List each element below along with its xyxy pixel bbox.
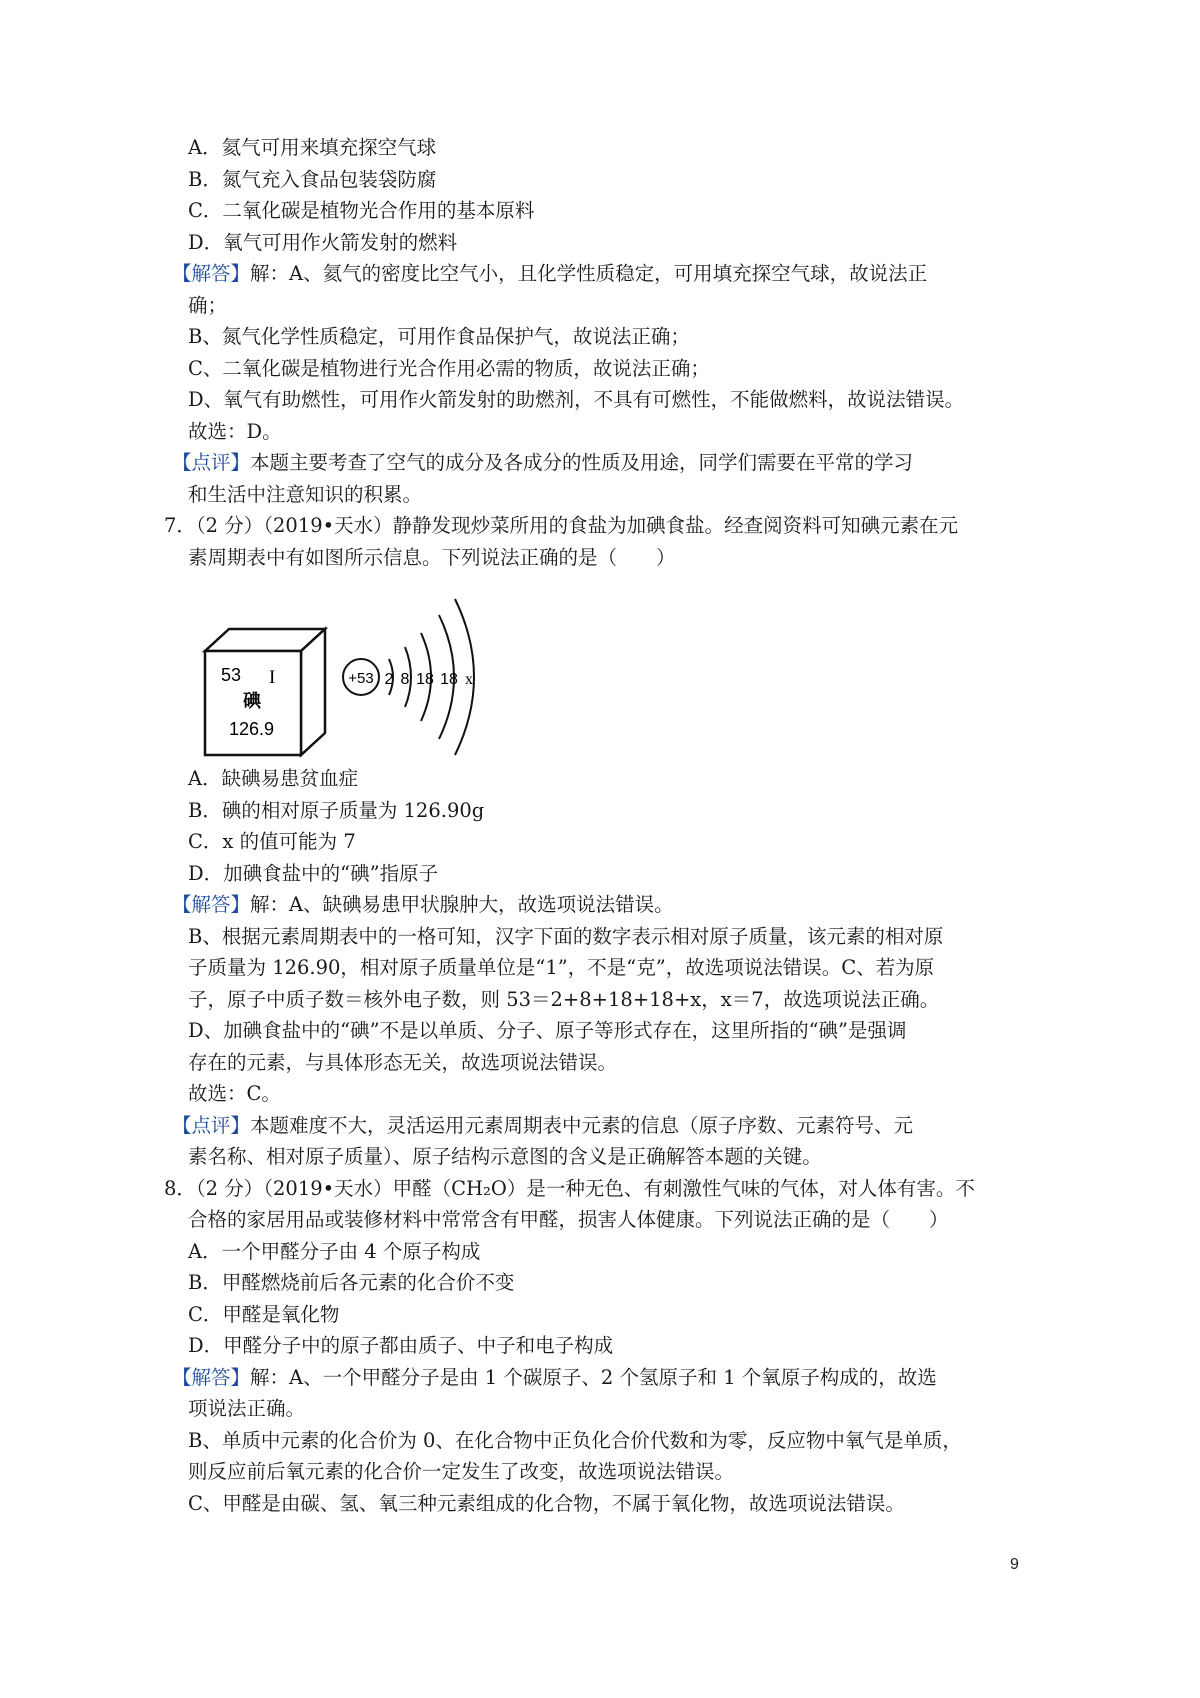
answer-tag: 【解答】 xyxy=(172,893,251,916)
atomic-structure xyxy=(343,599,474,755)
q8-stem-line-1: 8．（2 分）（2019•天水）甲醛（CH₂O）是一种无色、有刺激性气味的气体，对人体有害。不 xyxy=(164,1176,975,1200)
q7-comment-line-1 xyxy=(172,1110,1048,1142)
q7-answer-line-1 xyxy=(172,889,1048,921)
q8-answer-line-1 xyxy=(172,1362,1048,1394)
q7-answer-line-5: D、加碘食盐中的“碘”不是以单质、分子、原子等形式存在，这里所指的“碘”是强调 xyxy=(188,1019,907,1042)
comment-tag: 【点评】 xyxy=(172,1113,251,1137)
atomic-mass: 126.9 xyxy=(229,719,275,739)
q6-option-b: B．氮气充入食品包装袋防腐 xyxy=(188,167,437,191)
shell-electrons-3: 18 xyxy=(416,671,434,688)
shell-electrons-1: 2 xyxy=(384,671,394,688)
q7-answer-line-7: 故选：C。 xyxy=(188,1082,281,1105)
answer-text: 解：A、一个甲醛分子是由 1 个碳原子、2 个氢原子和 1 个氧原子构成的，故选 xyxy=(250,1365,937,1389)
answer-tag: 【解答】 xyxy=(172,1365,251,1389)
answer-text: 解：A、缺碘易患甲状腺肿大，故选项说法错误。 xyxy=(250,893,674,916)
q6-answer-line-1 xyxy=(172,258,1048,290)
q7-answer-line-2: B、根据元素周期表中的一格可知，汉字下面的数字表示相对原子质量，该元素的相对原 xyxy=(188,924,944,948)
q6-answer-line-5: D、氧气有助燃性，可用作火箭发射的助燃剂，不具有可燃性，不能做燃料，故说法错误。 xyxy=(188,388,965,411)
q8-stem-line-2: 合格的家居用品或装修材料中常常含有甲醛，损害人体健康。下列说法正确的是（ ） xyxy=(188,1208,949,1231)
page-content xyxy=(164,132,1048,1519)
q8-answer-line-5: C、甲醛是由碳、氢、氧三种元素组成的化合物，不属于氧化物，故选项说法错误。 xyxy=(188,1491,905,1515)
shell-electrons-4: 18 xyxy=(440,671,458,688)
q7-answer-line-3: 子质量为 126.90，相对原子质量单位是“1”，不是“克”，故选项说法错误。C、若为原 xyxy=(188,956,935,979)
iodine-diagram xyxy=(193,577,493,763)
q7-stem-line-1: 7．（2 分）（2019•天水）静静发现炒菜所用的食盐为加碘食盐。经查阅资料可知碘元素在元 xyxy=(164,514,959,537)
q6-option-a: A．氦气可用来填充探空气球 xyxy=(188,136,437,159)
comment-text: 本题难度不大，灵活运用元素周期表中元素的信息（原子序数、元素符号、元 xyxy=(250,1113,914,1137)
q6-answer-line-3: B、氮气化学性质稳定，可用作食品保护气，故说法正确； xyxy=(188,325,690,348)
q7-comment-line-2: 素名称、相对原子质量）、原子结构示意图的含义是正确解答本题的关键。 xyxy=(188,1145,822,1168)
element-symbol: I xyxy=(269,667,276,688)
q7-answer-line-4: 子，原子中质子数＝核外电子数，则 53＝2+8+18+18+x，x＝7，故选项说法正确。 xyxy=(188,987,940,1011)
q6-answer-line-2: 确； xyxy=(188,293,228,317)
q6-answer-line-4: C、二氧化碳是植物进行光合作用必需的物质，故说法正确； xyxy=(188,356,710,380)
nucleus-charge: +53 xyxy=(348,670,374,687)
q7-option-d: D．加碘食盐中的“碘”指原子 xyxy=(188,861,439,885)
comment-tag: 【点评】 xyxy=(172,451,251,474)
q8-answer-line-4: 则反应前后氧元素的化合价一定发生了改变，故选项说法错误。 xyxy=(188,1460,735,1483)
q8-option-b: B．甲醛燃烧前后各元素的化合价不变 xyxy=(188,1271,515,1294)
shell-electrons-2: 8 xyxy=(400,671,410,688)
q8-answer-line-2: 项说法正确。 xyxy=(188,1397,306,1420)
periodic-cell-cube xyxy=(205,629,325,755)
q8-option-a: A．一个甲醛分子由 4 个原子构成 xyxy=(188,1239,481,1263)
q7-option-b: B．碘的相对原子质量为 126.90g xyxy=(188,798,485,822)
atomic-number: 53 xyxy=(221,665,242,685)
shell-electrons-5: x xyxy=(465,671,473,688)
answer-tag: 【解答】 xyxy=(172,262,251,285)
q8-option-c: C．甲醛是氧化物 xyxy=(188,1302,340,1326)
q6-option-c: C．二氧化碳是植物光合作用的基本原料 xyxy=(188,199,535,222)
q6-answer-line-6: 故选：D。 xyxy=(188,419,282,443)
element-name: 碘 xyxy=(243,691,261,712)
q7-answer-line-6: 存在的元素，与具体形态无关，故选项说法错误。 xyxy=(188,1050,618,1074)
q7-stem-line-2: 素周期表中有如图所示信息。下列说法正确的是（ ） xyxy=(188,545,676,569)
comment-text: 本题主要考查了空气的成分及各成分的性质及用途，同学们需要在平常的学习 xyxy=(250,451,914,474)
q6-comment-line-2: 和生活中注意知识的积累。 xyxy=(188,482,423,506)
q6-comment-line-1 xyxy=(172,447,1048,479)
page-number: 9 xyxy=(1010,1556,1019,1573)
answer-text: 解：A、氦气的密度比空气小，且化学性质稳定，可用填充探空气球，故说法正 xyxy=(250,262,928,285)
q6-option-d: D．氧气可用作火箭发射的燃料 xyxy=(188,230,458,254)
q8-answer-line-3: B、单质中元素的化合价为 0、在化合物中正负化合价代数和为零，反应物中氧气是单质， xyxy=(188,1428,962,1452)
q8-option-d: D．甲醛分子中的原子都由质子、中子和电子构成 xyxy=(188,1334,614,1357)
q7-option-c: C．x 的值可能为 7 xyxy=(188,830,356,853)
iodine-figure xyxy=(188,577,1048,763)
q7-option-a: A．缺碘易患贫血症 xyxy=(188,767,359,790)
